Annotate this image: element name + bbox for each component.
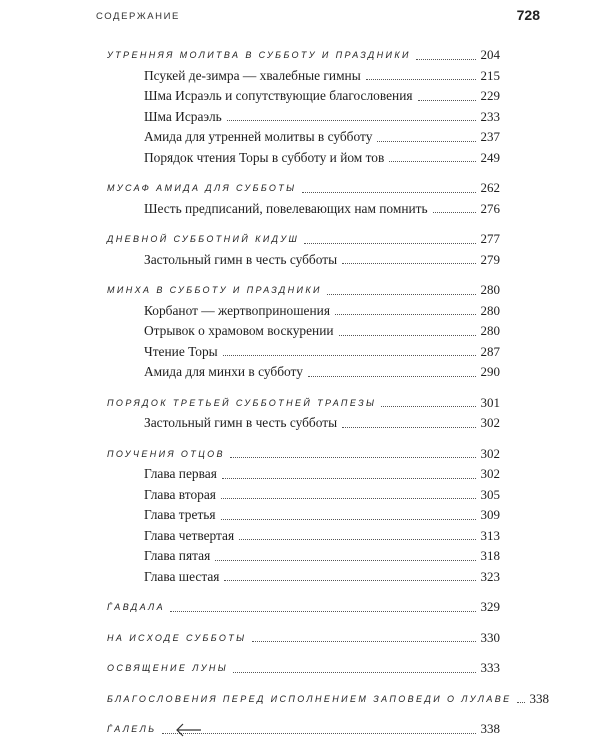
dot-leader	[252, 641, 476, 642]
toc-section-heading[interactable]	[107, 628, 500, 649]
toc-entry-title: Амида для минхи в субботу	[144, 364, 303, 379]
toc-page-number: 302	[480, 466, 500, 481]
dot-leader	[389, 161, 475, 162]
toc-entry[interactable]	[107, 66, 500, 87]
toc-entry-title: Амида для утренней молитвы в субботу	[144, 129, 373, 144]
toc-page-number: 333	[480, 660, 500, 675]
dot-leader	[227, 120, 476, 121]
toc-section-title: ОСВЯЩЕНИЕ ЛУНЫ	[107, 663, 229, 673]
toc-entry-title: Отрывок о храмовом воскурении	[144, 323, 334, 338]
toc-section	[107, 229, 500, 270]
dot-leader	[433, 212, 476, 213]
toc-page-number: 305	[480, 486, 500, 502]
toc-section-title: УТРЕННЯЯ МОЛИТВА В СУББОТУ И ПРАЗДНИКИ	[107, 50, 411, 60]
table-of-contents	[107, 45, 550, 750]
toc-entry-title: Застольный гимн в честь субботы	[144, 251, 338, 267]
toc-section	[107, 719, 500, 740]
toc-entry-title: Глава первая	[144, 466, 217, 481]
toc-entry[interactable]	[107, 107, 500, 128]
toc-entry[interactable]	[107, 362, 500, 383]
toc-section-title: НА ИСХОДЕ СУББОТЫ	[107, 632, 247, 643]
toc-entry[interactable]	[107, 505, 500, 526]
toc-entry[interactable]	[107, 148, 500, 169]
dot-leader	[335, 314, 476, 315]
dot-leader	[418, 100, 476, 101]
toc-entry-title: Чтение Торы	[144, 343, 218, 359]
toc-entry-title: Порядок чтения Торы в субботу и йом тов	[144, 149, 385, 165]
toc-entry[interactable]	[107, 526, 500, 547]
toc-entry-title: Глава вторая	[144, 486, 216, 502]
toc-page-number: 229	[480, 88, 500, 103]
toc-section-title: МИНХА В СУББОТУ И ПРАЗДНИКИ	[107, 285, 322, 295]
toc-entry[interactable]	[107, 413, 500, 434]
toc-section	[107, 444, 500, 588]
toc-section-heading[interactable]	[107, 45, 500, 66]
toc-page-number: 301	[480, 394, 500, 410]
dot-leader	[224, 580, 475, 581]
toc-page-number: 302	[480, 415, 500, 430]
page-number: 728	[516, 7, 540, 23]
toc-page-number: 318	[480, 548, 500, 563]
dot-leader	[215, 560, 475, 561]
toc-page-number: 237	[480, 129, 500, 144]
toc-section-heading[interactable]	[107, 689, 550, 710]
toc-section-heading[interactable]	[107, 280, 500, 301]
toc-section	[107, 280, 500, 383]
toc-entry-title: Застольный гимн в честь субботы	[144, 415, 338, 430]
toc-section	[107, 628, 500, 649]
toc-page-number: 204	[480, 47, 500, 62]
toc-page-number: 262	[480, 180, 500, 195]
toc-entry[interactable]	[107, 199, 500, 220]
toc-entry-title: Глава шестая	[144, 568, 220, 584]
toc-entry-title: Шма Исраэль и сопутствующие благословения	[144, 88, 413, 103]
toc-entry-title: Глава четвертая	[144, 527, 235, 543]
toc-section	[107, 45, 500, 168]
toc-section-heading[interactable]	[107, 597, 500, 618]
toc-section	[107, 689, 550, 710]
toc-page-number: 313	[480, 527, 500, 543]
toc-page-number: 302	[480, 445, 500, 461]
dot-leader	[342, 427, 475, 428]
toc-section	[107, 393, 500, 434]
toc-section-title: ДНЕВНОЙ СУББОТНИЙ КИДУШ	[107, 234, 300, 244]
toc-section-title: ПОРЯДОК ТРЕТЬЕЙ СУББОТНЕЙ ТРАПЕЗЫ	[107, 397, 377, 408]
dot-leader	[304, 243, 475, 244]
toc-page-number: 277	[480, 231, 500, 246]
dot-leader	[170, 611, 475, 612]
toc-section-title: ЃАВДАЛА	[107, 602, 166, 612]
toc-page-number: 249	[480, 149, 500, 165]
toc-entry[interactable]	[107, 86, 500, 107]
toc-entry-title: Псукей де-зимра — хвалебные гимны	[144, 67, 361, 83]
toc-section-heading[interactable]	[107, 719, 500, 740]
dot-leader	[366, 79, 476, 80]
dot-leader	[377, 141, 475, 142]
toc-entry[interactable]	[107, 127, 500, 148]
toc-entry-title: Глава третья	[144, 507, 216, 522]
dot-leader	[230, 457, 476, 458]
dot-leader	[517, 702, 525, 703]
dot-leader	[223, 355, 476, 356]
arrow-left-icon[interactable]	[176, 723, 202, 737]
toc-section	[107, 597, 500, 618]
toc-section	[107, 178, 500, 219]
toc-section-title: МУСАФ АМИДА ДЛЯ СУББОТЫ	[107, 183, 297, 193]
dot-leader	[342, 263, 475, 264]
toc-entry-title: Шма Исраэль	[144, 108, 222, 124]
toc-section	[107, 658, 500, 679]
toc-page-number: 280	[480, 302, 500, 318]
toc-page-number: 279	[480, 251, 500, 267]
toc-entry[interactable]	[107, 567, 500, 588]
toc-entry-title: Глава пятая	[144, 548, 211, 563]
toc-page-number: 330	[480, 629, 500, 645]
toc-entry[interactable]	[107, 485, 500, 506]
toc-section-heading[interactable]	[107, 229, 500, 250]
toc-page-number: 338	[480, 721, 500, 736]
toc-page-number: 276	[480, 200, 500, 216]
toc-entry[interactable]	[107, 250, 500, 271]
toc-section-title: БЛАГОСЛОВЕНИЯ ПЕРЕД ИСПОЛНЕНИЕМ ЗАПОВЕДИ О ЛУЛАВЕ	[107, 693, 512, 704]
toc-entry[interactable]	[107, 464, 500, 485]
toc-section-heading[interactable]	[107, 393, 500, 414]
dot-leader	[302, 192, 476, 193]
toc-section-heading[interactable]	[107, 658, 500, 679]
toc-section-heading[interactable]	[107, 178, 500, 199]
toc-entry[interactable]	[107, 342, 500, 363]
toc-entry-title: Корбанот — жертвоприношения	[144, 302, 330, 318]
dot-leader	[416, 59, 476, 60]
toc-page-number: 309	[480, 507, 500, 522]
dot-leader	[327, 294, 476, 295]
toc-page-number: 215	[480, 67, 500, 83]
toc-section-title: ЃАЛЕЛЬ	[107, 724, 157, 734]
toc-section-title: ПОУЧЕНИЯ ОТЦОВ	[107, 448, 225, 459]
toc-page-number: 323	[480, 568, 500, 584]
toc-page-number: 287	[480, 343, 500, 359]
dot-leader	[308, 376, 476, 377]
dot-leader	[233, 672, 475, 673]
toc-page-number: 280	[480, 282, 500, 297]
toc-entry-title: Шесть предписаний, повелевающих нам помнить	[144, 200, 428, 216]
toc-page-number: 329	[480, 599, 500, 614]
toc-entry[interactable]	[107, 321, 500, 342]
dot-leader	[221, 519, 476, 520]
dot-leader	[381, 406, 475, 407]
toc-page-number: 233	[480, 108, 500, 124]
toc-page-number: 338	[529, 690, 550, 706]
toc-entry[interactable]	[107, 301, 500, 322]
dot-leader	[222, 478, 476, 479]
toc-section-heading[interactable]	[107, 444, 500, 465]
toc-page-number: 280	[480, 323, 500, 338]
dot-leader	[221, 498, 476, 499]
dot-leader	[339, 335, 476, 336]
toc-entry[interactable]	[107, 546, 500, 567]
dot-leader	[162, 733, 476, 734]
dot-leader	[239, 539, 475, 540]
toc-page-number: 290	[480, 364, 500, 379]
running-header: СОДЕРЖАНИЕ	[96, 11, 180, 22]
